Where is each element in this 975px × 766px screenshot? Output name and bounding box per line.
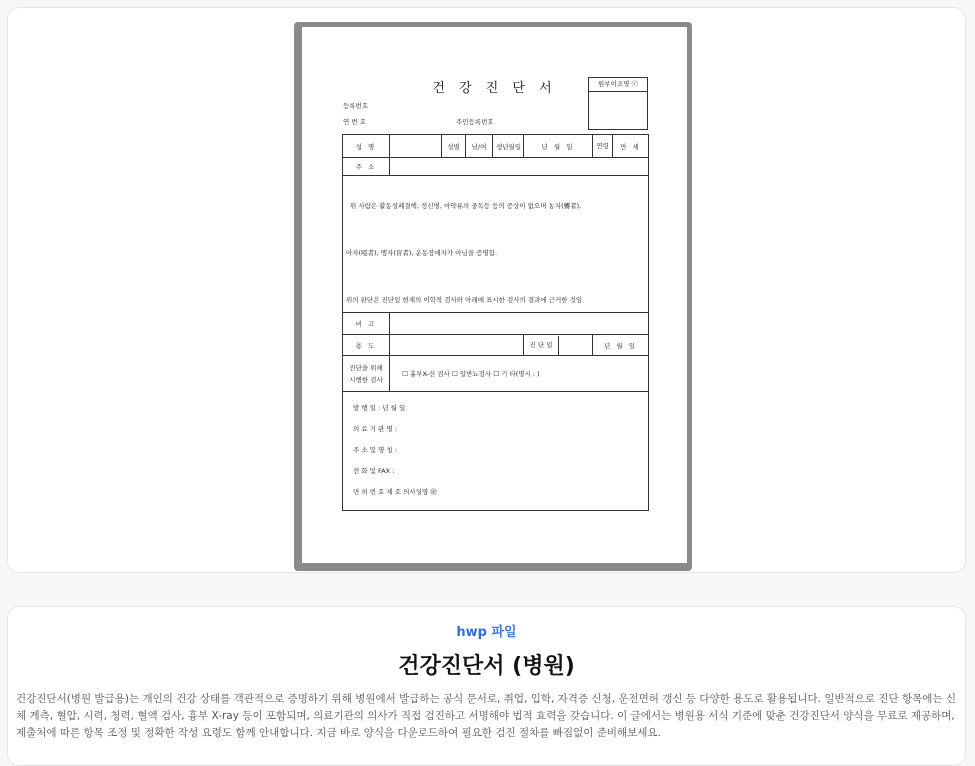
description-text: 건강진단서(병원 발급용)는 개인의 건강 상태를 객관적으로 증명하기 위해 병원에서 발급하는 공식 문서로, 취업, 입학, 자격증 신청, 운전면허 갱신 등 다양한 용도로 활용됩니다. 일반적으로 진단 항목에는 신체 계측, 혈압, 시력, 청력, 혈액 검사, 흉부 X-ray 등이 포함되며, 의료기관의 의사가 직접 검진하고 서명해야 법적 효력을 갖습니다. 이 글에서는 병원용 서식 기준에 맞춘 건강진단서 양식을 무료로 제공하며, 제출처에 따른 항목 조정 및 정확한 작성 요령도 함께 안내합니다. 지금 바로 양식을 다운로드하여 필요한 검진 절차를 빠짐없이 준비해보세요. xyxy=(16,693,957,739)
document-preview-card xyxy=(7,7,966,573)
purpose-row xyxy=(343,335,649,356)
tests-row xyxy=(343,356,649,392)
statement-line-1: 위 사람은 활동성폐결핵, 정신병, 마약류의 중독등 등의 증상이 없으며 농자(聾者), xyxy=(350,202,582,210)
document-info-card xyxy=(7,606,966,766)
age-value: 만 세 xyxy=(613,135,649,158)
institution-name-line: 의 료 기 관 명 : xyxy=(353,425,397,433)
purpose-label: 용 도 xyxy=(343,335,390,356)
registration-number-label: 등록번호 xyxy=(343,102,369,110)
phone-fax-line: 전 화 및 FAX : xyxy=(353,467,395,475)
photo-stamp-box xyxy=(588,77,648,130)
license-number-line: 면 허 번 호 제 호 의사성명 ㊞ xyxy=(353,488,437,496)
statement-line-2: 아자(啞者), 맹자(盲者), 운동장애자가 아님을 증명함. xyxy=(346,249,498,257)
address-name-line: 주 소 및 명 칭 : xyxy=(353,446,397,454)
name-label: 성 명 xyxy=(343,135,390,158)
address-row xyxy=(343,158,649,176)
document-title: 건 강 진 단 서 xyxy=(432,81,557,96)
sex-value: 남/여 xyxy=(466,135,493,158)
remarks-label: 비 고 xyxy=(343,313,390,335)
birth-value: 년 월 일 xyxy=(524,135,593,158)
remarks-value xyxy=(390,313,649,335)
statement-line-3: 위의 판단은 진단일 현재의 이학적 검사와 아래에 표시한 검사의 결과에 근거한 것임 xyxy=(346,296,583,304)
statement-cell xyxy=(343,176,649,313)
serial-number-label: 연 번 호 xyxy=(343,118,366,126)
health-form-table xyxy=(342,134,649,511)
stamp-label: 원부이조명 ⓒ xyxy=(589,78,647,92)
tests-label-line-2: 시행한 검사 xyxy=(349,375,383,384)
statement-row xyxy=(343,176,649,313)
purpose-value xyxy=(390,335,524,356)
age-label: 연령 xyxy=(593,135,613,158)
diagnosis-date-value: 년 월 일 xyxy=(593,335,649,356)
resident-number-label: 주민등록번호 xyxy=(456,118,494,126)
issuer-row xyxy=(343,392,649,511)
diagnosis-date-label: 진 단 일 xyxy=(524,336,559,355)
remarks-row xyxy=(343,313,649,335)
issue-date-line: 발 행 일 : 년 월 일 xyxy=(353,404,406,412)
page-title: 건강진단서 (병원) xyxy=(398,654,575,679)
name-row xyxy=(343,135,649,158)
sex-label: 성별 xyxy=(442,135,466,158)
file-type-label[interactable]: hwp 파일 xyxy=(456,625,517,640)
tests-value: ☐ 흉부X-선 검사 ☐ 일반뇨검사 ☐ 기 타(명시 : ) xyxy=(390,356,649,392)
document-page xyxy=(302,27,687,563)
address-label: 주 소 xyxy=(343,158,390,176)
address-value xyxy=(390,158,649,176)
tests-label-line-1: 진단을 위해 xyxy=(349,363,383,372)
diagnosis-date-group xyxy=(524,335,593,356)
issuer-cell xyxy=(343,392,649,511)
birth-label: 생년월일 xyxy=(493,135,524,158)
name-value xyxy=(390,135,442,158)
document-preview-frame[interactable] xyxy=(294,22,692,571)
tests-label xyxy=(343,356,390,392)
